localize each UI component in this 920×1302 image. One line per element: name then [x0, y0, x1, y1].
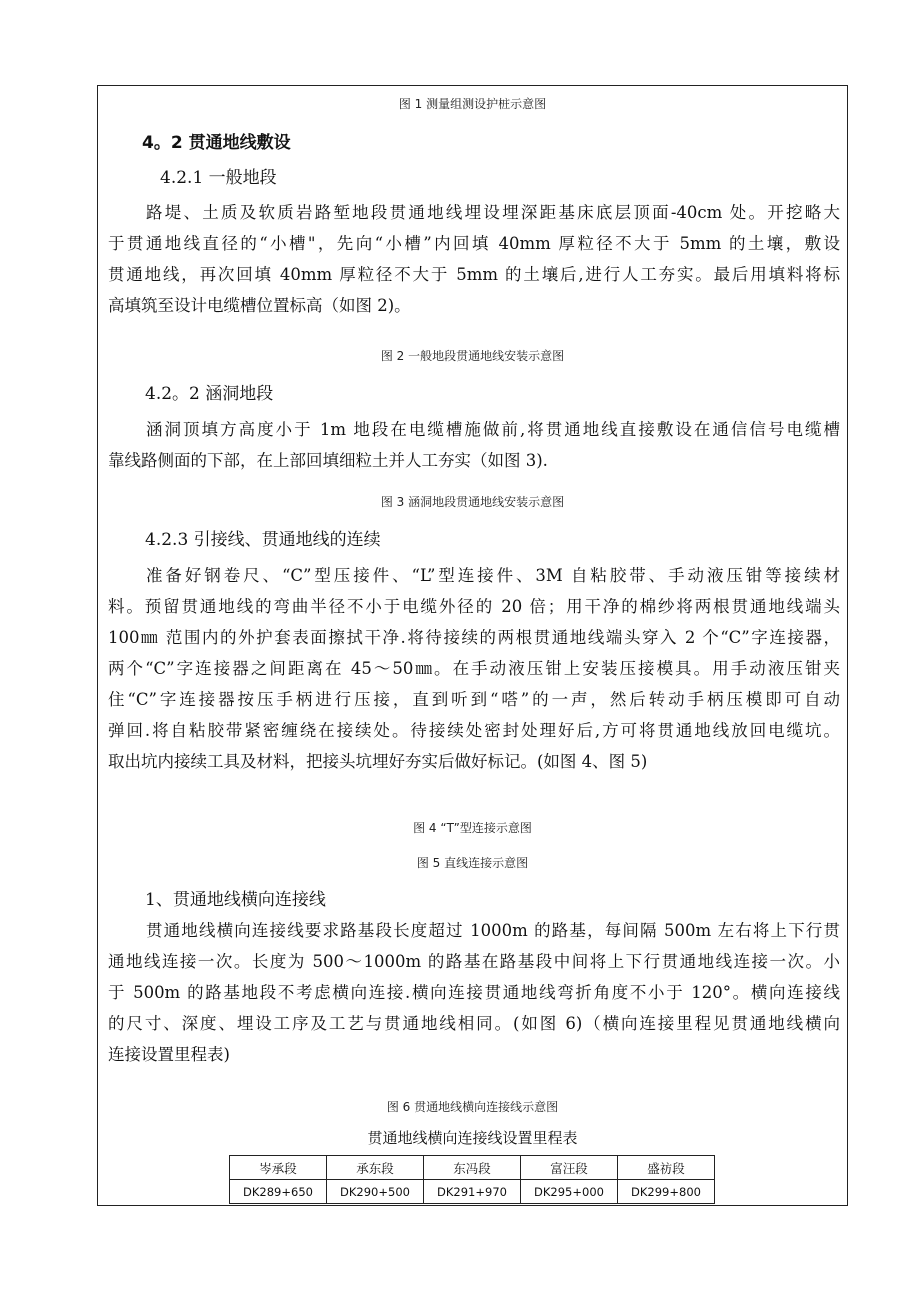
mileage-table-title: 贯通地线横向连接线设置里程表: [367, 1129, 578, 1147]
table-cell: DK289+650: [230, 1180, 327, 1204]
figure-1-caption: 图 1 测量组测设护桩示意图: [398, 97, 547, 111]
table-cell: DK295+000: [521, 1180, 618, 1204]
text-line: 高填筑至设计电缆槽位置标高（如图 2)。: [108, 296, 411, 315]
figure-5-caption: 图 5 直线连接示意图: [416, 856, 529, 870]
text-line: 准备好钢卷尺、“C”型压接件、“L”型连接件、3M 自粘胶带、手动液压钳等接续材: [146, 566, 840, 585]
text-line: 贯通地线横向连接线要求路基段长度超过 1000m 的路基，每间隔 500m 左右将上下行贯: [146, 921, 840, 940]
text-line: 通地线连接一次。长度为 500～1000m 的路基在路基段中间将上下行贯通地线连接一次。小: [108, 952, 840, 971]
table-cell: DK290+500: [327, 1180, 424, 1204]
text-line: 取出坑内接续工具及材料，把接头坑埋好夯实后做好标记。(如图 4、图 5): [108, 752, 648, 771]
table-row: [230, 1180, 715, 1204]
table-header-cell: 岑承段: [230, 1156, 327, 1180]
paragraph-general-section: [108, 197, 840, 321]
paragraph-connection-section: [108, 560, 840, 777]
section-4-2-1-heading: 4.2.1 一般地段: [160, 168, 277, 188]
figure-3-caption: 图 3 涵洞地段贯通地线安装示意图: [380, 495, 565, 509]
text-line: 靠线路侧面的下部，在上部回填细粒土并人工夯实（如图 3).: [108, 451, 548, 470]
figure-6-caption: 图 6 贯通地线横向连接线示意图: [386, 1100, 559, 1114]
table-header-cell: 盛祊段: [618, 1156, 715, 1180]
text-line: 涵洞顶填方高度小于 1m 地段在电缆槽施做前,将贯通地线直接敷设在通信信号电缆槽: [146, 420, 840, 439]
text-line: 住“C”字连接器按压手柄进行压接，直到听到“嗒”的一声，然后转动手柄压模即可自动: [108, 690, 840, 709]
text-line: 连接设置里程表): [108, 1045, 230, 1064]
paragraph-culvert-section: [108, 414, 840, 476]
text-line: 于贯通地线直径的“小槽"，先向“小槽”内回填 40mm 厚粒径不大于 5mm 的土壤，敷设: [108, 234, 840, 253]
table-header-cell: 东冯段: [424, 1156, 521, 1180]
text-line: 弹回.将自粘胶带紧密缠绕在接续处。待接续处密封处理好后,方可将贯通地线放回电缆坑。: [108, 721, 840, 740]
table-header-cell: 承东段: [327, 1156, 424, 1180]
figure-2-caption: 图 2 一般地段贯通地线安装示意图: [380, 349, 565, 363]
text-line: 料。预留贯通地线的弯曲半径不小于电缆外径的 20 倍；用干净的棉纱将两根贯通地线端头: [108, 597, 840, 616]
section-1-heading: 1、贯通地线横向连接线: [145, 890, 326, 910]
table-header-cell: 富汪段: [521, 1156, 618, 1180]
text-line: 的尺寸、深度、埋设工序及工艺与贯通地线相同。(如图 6)（横向连接里程见贯通地线横向: [108, 1014, 840, 1033]
section-4-2-2-heading: 4.2。2 涵洞地段: [145, 384, 274, 404]
table-header-row: [230, 1156, 715, 1180]
text-line: 于 500m 的路基地段不考虑横向连接.横向连接贯通地线弯折角度不小于 120°。横向连接线: [108, 983, 840, 1002]
table-cell: DK291+970: [424, 1180, 521, 1204]
text-line: 100㎜ 范围内的外护套表面擦拭干净.将待接续的两根贯通地线端头穿入 2 个“C”字连接器，: [108, 628, 840, 647]
paragraph-cross-connection: [108, 915, 840, 1070]
text-line: 贯通地线，再次回填 40mm 厚粒径不大于 5mm 的土壤后,进行人工夯实。最后用填料将标: [108, 265, 840, 284]
section-4-2-heading: 4。2 贯通地线敷设: [142, 133, 291, 153]
figure-4-caption: 图 4 “T”型连接示意图: [413, 821, 532, 835]
mileage-table: [229, 1155, 715, 1204]
text-line: 路堤、土质及软质岩路堑地段贯通地线埋设埋深距基床底层顶面-40cm 处。开挖略大: [146, 203, 840, 222]
table-cell: DK299+800: [618, 1180, 715, 1204]
section-4-2-3-heading: 4.2.3 引接线、贯通地线的连续: [145, 530, 381, 550]
text-line: 两个“C”字连接器之间距离在 45～50㎜。在手动液压钳上安装压接模具。用手动液压钳夹: [108, 659, 840, 678]
